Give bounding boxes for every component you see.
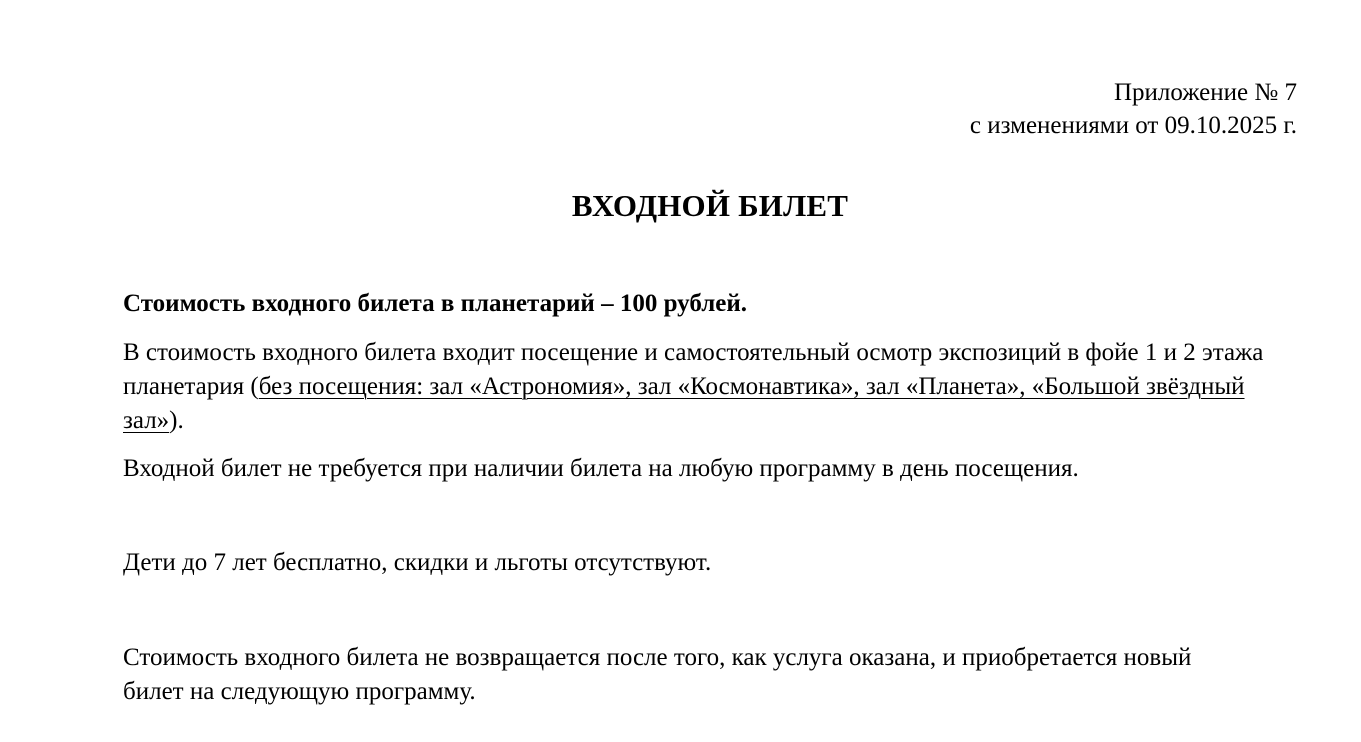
appendix-header bbox=[970, 76, 1297, 142]
price-heading: Стоимость входного билета в планетарий – 100 рублей. bbox=[123, 290, 747, 317]
changes-note: с изменениями от 09.10.2025 г. bbox=[969, 112, 1297, 139]
refund-paragraph: Стоимость входного билета не возвращается после того, как услуга оказана, и приобретается новый билет на следующую программу. bbox=[123, 644, 1192, 705]
children-paragraph: Дети до 7 лет бесплатно, скидки и льготы отсутствуют. bbox=[123, 549, 712, 576]
includes-text: В стоимость входного билета входит посещение и самостоятельный осмотр экспозиций в фойе 1 и 2 этажа планетария ( bbox=[123, 339, 1264, 400]
includes-close: ). bbox=[169, 407, 184, 434]
excluded-halls-text: без посещения: зал «Астрономия», зал «Космонавтика», зал «Планета», «Большой звёздный зал» bbox=[123, 373, 1245, 434]
not-required-paragraph: Входной билет не требуется при наличии билета на любую программу в день посещения. bbox=[123, 455, 1079, 482]
document-title: ВХОДНОЙ БИЛЕТ bbox=[571, 188, 849, 223]
appendix-number: Приложение № 7 bbox=[1113, 79, 1297, 106]
includes-paragraph bbox=[123, 336, 1308, 438]
